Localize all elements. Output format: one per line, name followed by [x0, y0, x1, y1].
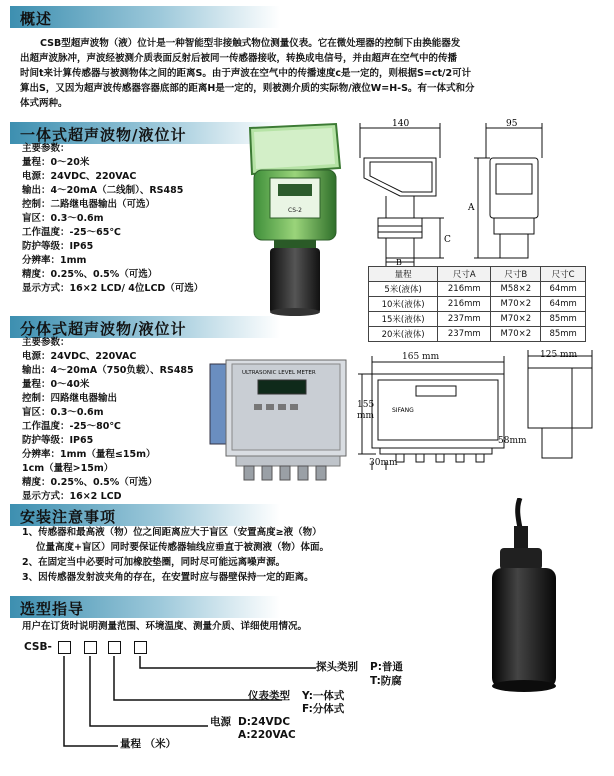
install-item: 2、在固定当中必要时可加橡胶垫圈，同时尽可能远离噪声源。 [22, 557, 286, 568]
code-box-power [84, 641, 97, 654]
param-line: 盲区：0.3～0.6m [22, 407, 104, 418]
table-cell: M70×2 [491, 297, 541, 312]
param-line: 电源：24VDC、220VAC [22, 171, 137, 182]
install-item: 3、因传感器发射波夹角的存在，在安置时应与器壁保持一定的距离。 [22, 572, 314, 583]
overview-line: 算出S，又因为超声波传感器容器底部的距离H是一定的，则被测介质的实际物/液位W=H-S。有一体式和分 [20, 83, 475, 94]
power-label: 电源 [210, 716, 231, 728]
table-cell: 15米(液体) [369, 312, 438, 327]
dim-b-label: B [396, 258, 402, 266]
table-header-cell: 尺寸C [541, 267, 586, 282]
param-line: 工作温度：-25～65℃ [22, 227, 121, 238]
power-option-a: A:220VAC [238, 729, 296, 741]
selection-title: 选型指导 [20, 600, 85, 618]
param-line: 控制：二路继电器输出（可选） [22, 199, 156, 210]
table-header-cell: 尺寸A [438, 267, 491, 282]
table-cell: 85mm [541, 312, 586, 327]
table-cell: M58×2 [491, 282, 541, 297]
split-side-drawing [522, 348, 602, 466]
integrated-device-illustration [240, 118, 350, 318]
meter-type-label: 仪表类型 [248, 690, 290, 702]
table-row [369, 312, 586, 327]
param-line: 工作温度：-25～80℃ [22, 421, 121, 432]
table-header-cell: 尺寸B [491, 267, 541, 282]
table-cell: 237mm [438, 327, 491, 342]
sensor-probe-illustration [470, 498, 580, 698]
dim-width-label: 140 [392, 119, 410, 129]
install-item: 位量高度+盲区）同时要保证传感器轴线应垂直于被测液（物）体面。 [36, 542, 329, 553]
selection-intro: 用户在订货时说明测量范围、环境温度、测量介质、详细使用情况。 [22, 621, 308, 632]
probe-option-t: T:防腐 [370, 675, 402, 687]
device-model-label: CS-2 [288, 207, 302, 214]
drawing-brand: SIFANG [392, 407, 414, 414]
param-line: 输出：4～20mA（二线制）、RS485 [22, 185, 184, 196]
table-cell: M70×2 [491, 327, 541, 342]
range-label: 量程 （米） [120, 738, 177, 750]
param-line: 显示方式：16×2 LCD/ 4位LCD（可选） [22, 283, 204, 294]
param-line: 量程：0～40米 [22, 379, 90, 390]
dim-split-width: 165 mm [402, 352, 440, 362]
integrated-dimension-drawing [356, 118, 606, 266]
table-row [369, 327, 586, 342]
param-line: 主要参数： [22, 337, 70, 348]
power-option-d: D:24VDC [238, 716, 291, 728]
table-header-cell: 量程 [369, 267, 438, 282]
param-line: 电源：24VDC、220VAC [22, 351, 137, 362]
table-row [369, 297, 586, 312]
probe-type-label: 探头类别 [316, 661, 358, 673]
code-box-meter [108, 641, 121, 654]
param-line: 控制：四路继电器输出 [22, 393, 118, 404]
dim-depth-label: 95 [506, 119, 518, 129]
integrated-size-table [368, 266, 586, 342]
dim-split-height: 155 mm [357, 400, 375, 421]
meter-option-f: F:分体式 [302, 703, 345, 715]
dim-a-label: A [468, 203, 475, 213]
install-item: 1、传感器和最高液（物）位之间距离应大于盲区（安置高度≥液（物） [22, 527, 322, 538]
overview-line: 体式两种。 [20, 98, 68, 109]
table-cell: 20米(液体) [369, 327, 438, 342]
param-line: 主要参数： [22, 143, 70, 154]
overview-line: CSB型超声波物（液）位计是一种智能型非接触式物位测量仪表。它在微处理器的控制下由换能器发 [40, 38, 461, 49]
table-cell: 5米(液体) [369, 282, 438, 297]
probe-option-p: P:普通 [370, 661, 403, 673]
table-cell: 64mm [541, 297, 586, 312]
param-line: 防护等级：IP65 [22, 241, 94, 252]
table-cell: 10米(液体) [369, 297, 438, 312]
dim-split-foot: 58mm [498, 436, 527, 446]
split-meter-illustration [208, 356, 358, 486]
dim-split-depth: 125 mm [540, 350, 578, 360]
param-line: 分辨率：1mm（量程≤15m） [22, 449, 156, 460]
param-line: 显示方式：16×2 LCD [22, 491, 122, 502]
table-cell: M70×2 [491, 312, 541, 327]
param-line: 量程：0～20米 [22, 157, 90, 168]
integrated-title: 一体式超声波物/液位计 [20, 126, 187, 144]
table-row [369, 282, 586, 297]
model-prefix: CSB- [24, 641, 52, 653]
table-cell: 237mm [438, 312, 491, 327]
dim-c-label: C [444, 235, 451, 245]
param-line: 输出：4～20mA（750负载）、RS485 [22, 365, 194, 376]
meter-option-y: Y:一体式 [302, 690, 345, 702]
param-line: 分辨率：1mm [22, 255, 87, 266]
code-box-probe [134, 641, 147, 654]
table-cell: 85mm [541, 327, 586, 342]
install-title: 安装注意事项 [20, 508, 117, 526]
table-cell: 216mm [438, 282, 491, 297]
table-cell: 216mm [438, 297, 491, 312]
overview-title: 概述 [20, 10, 53, 28]
table-cell: 64mm [541, 282, 586, 297]
meter-label: ULTRASONIC LEVEL METER [242, 370, 316, 376]
param-line: 精度：0.25%、0.5%（可选） [22, 477, 158, 488]
param-line: 防护等级：IP65 [22, 435, 94, 446]
param-line: 精度：0.25%、0.5%（可选） [22, 269, 158, 280]
param-line: 1cm（量程>15m） [22, 463, 114, 474]
param-line: 盲区：0.3～0.6m [22, 213, 104, 224]
overview-line: 出超声波脉冲，声波经被测介质表面反射后被同一传感器接收，转换成电信号，并由超声在空气中的传播 [20, 53, 458, 64]
dim-split-bottom: 30mm [369, 458, 398, 468]
code-box-range [58, 641, 71, 654]
table-header-row [369, 267, 586, 282]
split-title: 分体式超声波物/液位计 [20, 320, 187, 338]
overview-line: 时间t来计算传感器与被测物体之间的距离S。由于声波在空气中的传播速度c是一定的，则根据S=ct/2可计 [20, 68, 472, 79]
